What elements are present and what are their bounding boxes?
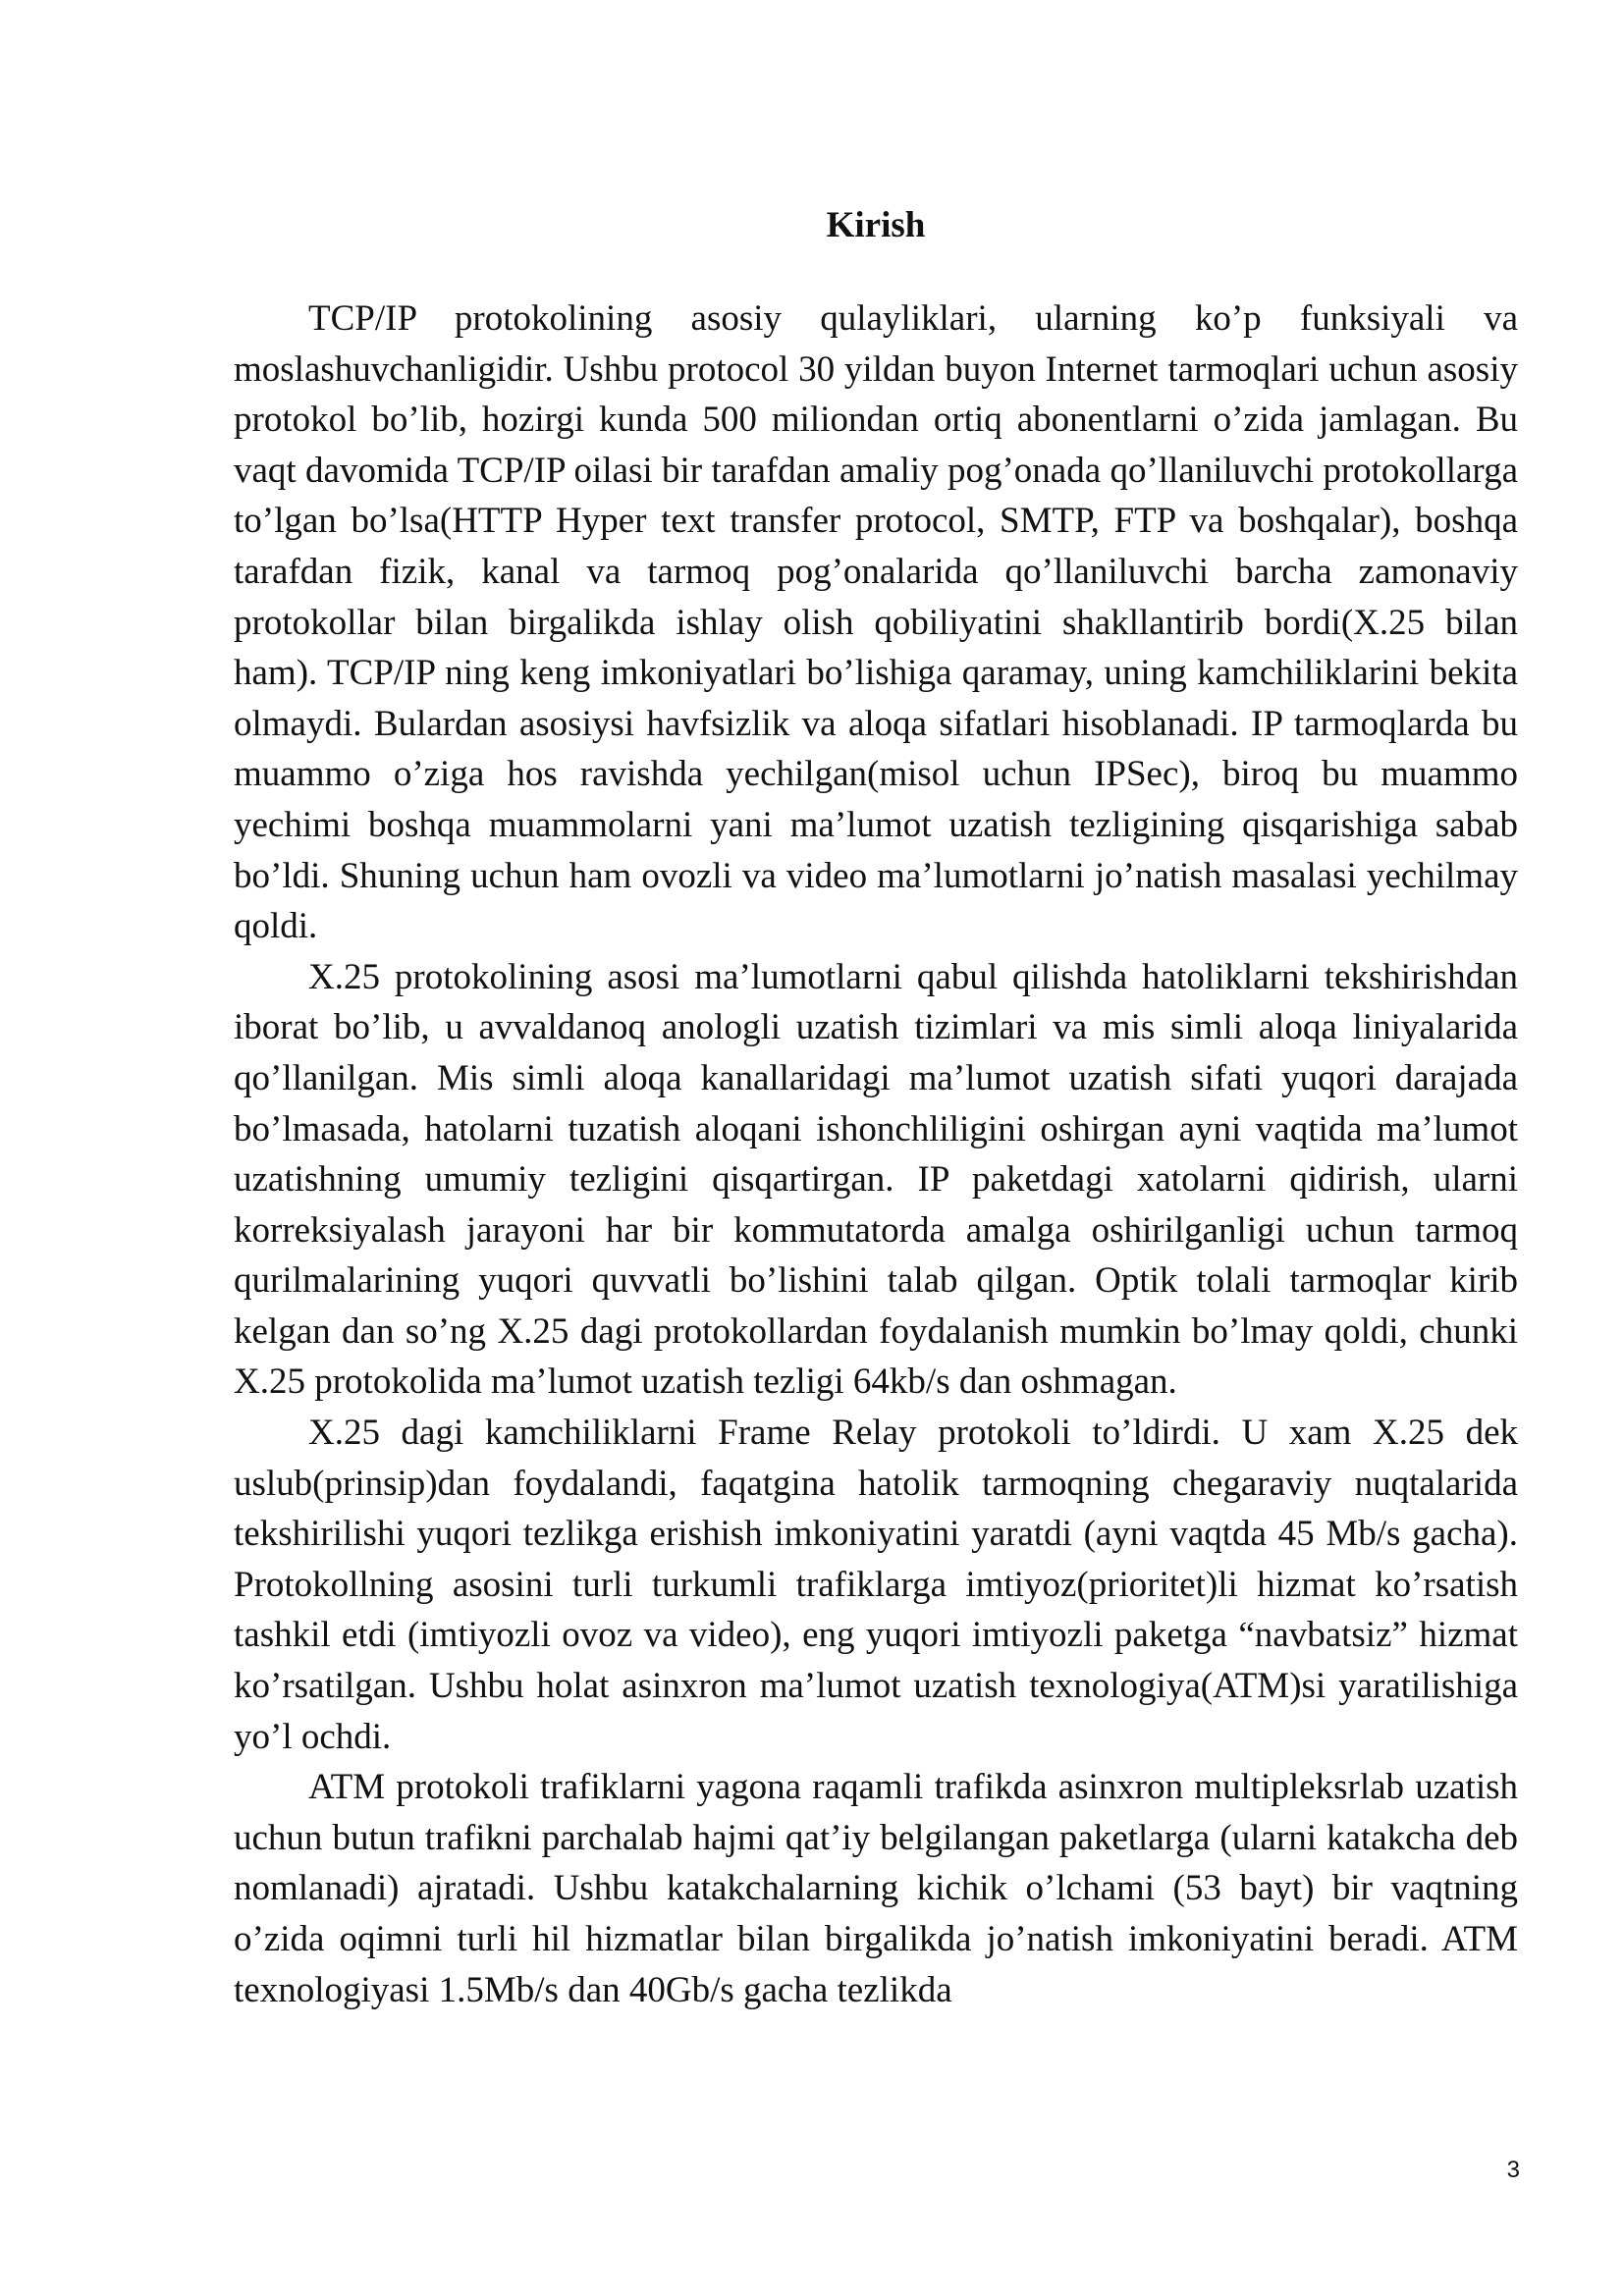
paragraph-frame-relay: X.25 dagi kamchiliklarni Frame Relay protokoli to’ldirdi. U xam X.25 dek uslub(prinsip)dan foydalandi, faqatgina hatolik tarmoqning chegaraviy nuqtalarida tekshirilishi yuqori tezlikga erishish imkoniyatini yaratdi (ayni vaqtda 45 Mb/s gacha). Protokollning asosini turli turkumli trafiklarga imtiyoz(prioritet)li hizmat ko’rsatish tashkil etdi (imtiyozli ovoz va video), eng yuqori imtiyozli paketga “navbatsiz” hizmat ko’rsatilgan. Ushbu holat asinxron ma’lumot uzatish texnologiya(ATM)si yaratilishiga yo’l ochdi.	[234, 1413, 1518, 1757]
page-number: 3	[1506, 2157, 1520, 2183]
page-content	[234, 201, 1518, 2015]
paragraph-x25: X.25 protokolining asosi ma’lumotlarni qabul qilishda hatoliklarni tekshirishdan iborat bo’lib, u avvaldanoq anologli uzatish tizimlari va mis simli aloqa liniyalarida qo’llanilgan. Mis simli aloqa kanallaridagi ma’lumot uzatish sifati yuqori darajada bo’lmasada, hatolarni tuzatish aloqani ishonchliligini oshirgan ayni vaqtida ma’lumot uzatishning umumiy tezligini qisqartirgan. IP paketdagi xatolarni qidirish, ularni korreksiyalash jarayoni har bir kommutatorda amalga oshirilganligi uchun tarmoq qurilmalarining yuqori quvvatli bo’lishini talab qilgan. Optik tolali tarmoqlar kirib kelgan dan so’ng X.25 dagi protokollardan foydalanish mumkin bo’lmay qoldi, chunki X.25 protokolida ma’lumot uzatish tezligi 64kb/s dan oshmagan.	[234, 956, 1518, 1403]
paragraph-tcp-ip: TCP/IP protokolining asosiy qulayliklari, ularning ko’p funksiyali va moslashuvchanligidir. Ushbu protocol 30 yildan buyon Internet tarmoqlari uchun asosiy protokol bo’lib, hozirgi kunda 500 miliondan ortiq abonentlarni o’zida jamlagan. Bu vaqt davomida TCP/IP oilasi bir tarafdan amaliy pog’onada qo’llaniluvchi protokollarga to’lgan bo’lsa(HTTP Hyper text transfer protocol, SMTP, FTP va boshqalar), boshqa tarafdan fizik, kanal va tarmoq pog’onalarida qo’llaniluvchi barcha zamonaviy protokollar bilan birgalikda ishlay olish qobiliyatini shakllantirib bordi(X.25 bilan ham). TCP/IP ning keng imkoniyatlari bo’lishiga qaramay, uning kamchiliklarini bekita olmaydi. Bulardan asosiysi havfsizlik va aloqa sifatlari hisoblanadi. IP tarmoqlarda bu muammo o’ziga hos ravishda yechilgan(misol uchun IPSec), biroq bu muammo yechimi boshqa muammolarni yani ma’lumot uzatish tezligining qisqarishiga sabab bo’ldi. Shuning uchun ham ovozli va video ma’lumotlarni jo’natish masalasi yechilmay qoldi.	[234, 298, 1518, 947]
section-title: Kirish	[826, 205, 926, 245]
paragraph-atm: ATM protokoli trafiklarni yagona raqamli trafikda asinxron multipleksrlab uzatish uchun butun trafikni parchalab hajmi qat’iy belgilangan paketlarga (ularni katakcha deb nomlanadi) ajratadi. Ushbu katakchalarning kichik o’lchami (53 bayt) bir vaqtning o’zida oqimni turli hil hizmatlar bilan birgalikda jo’natish imkoniyatini beradi. ATM texnologiyasi 1.5Mb/s dan 40Gb/s gacha tezlikda	[234, 1767, 1518, 2010]
